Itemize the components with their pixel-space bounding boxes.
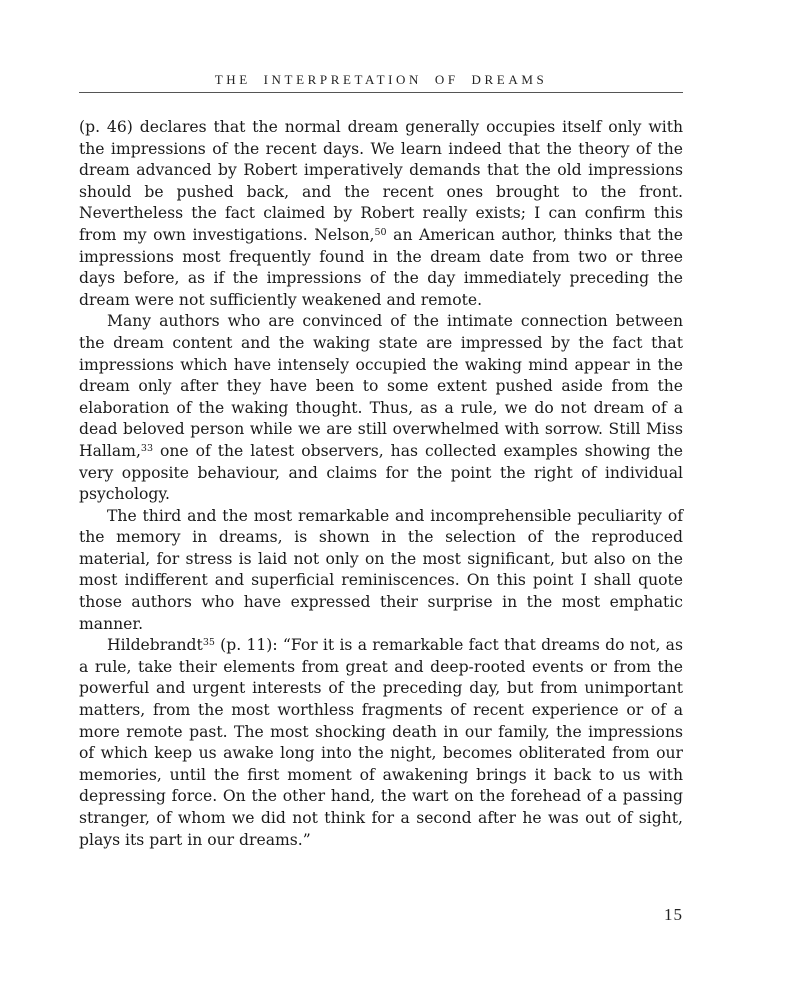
paragraph-1-text-a: (p. 46) declares that the normal dream generally occupies itself only with the impressions of the recent days. We learn indeed that the theory of the dream advanced by Robert imperatively demands that the old impressions should be pushed back, and the recent ones brought to the front. Nevertheless the fact claimed by Robert really exists; I can confirm this from my own investigations. Nelson, [79, 118, 683, 244]
paragraph-2-text-b: one of the latest observers, has collected examples showing the very opposite behaviour, and claims for the point the right of individual psychology. [79, 441, 683, 504]
paragraph-4 [79, 635, 683, 851]
footnote-ref-35: 35 [202, 637, 215, 649]
paragraph-4-text-b: (p. 11): “For it is a remarkable fact that dreams do not, as a rule, take their elements from great and deep-rooted events or from the powerful and urgent interests of the preceding day, but from unimportant matters, from the most worthless fragments of recent experience or of a more remote past. The most shocking death in our family, the impressions of which keep us awake long into the night, becomes obliterated from our memories, until the first moment of awakening brings it back to us with depressing force. On the other hand, the wart on the forehead of a passing stranger, of whom we did not think for a second after he was out of sight, plays its part in our dreams.” [79, 636, 683, 849]
paragraph-4-text-a: Hildebrandt [107, 636, 203, 655]
footnote-ref-50: 50 [374, 226, 387, 238]
body-text [79, 117, 683, 851]
paragraph-1 [79, 117, 683, 311]
paragraph-2-text-a: Many authors who are convinced of the intimate connection between the dream content and the waking state are impressed by the fact that impressions which have intensely occupied the waking mind appear in the dream only after they have been to some extent pushed aside from the elaboration of the waking thought. Thus, as a rule, we do not dream of a dead beloved person while we are still overwhelmed with sorrow. Still Miss Hallam, [79, 312, 683, 460]
paragraph-3: The third and the most remarkable and incomprehensible peculiarity of the memory in dreams, is shown in the selection of the reproduced material, for stress is laid not only on the most significant, but also on the most indifferent and superficial reminiscences. On this point I shall quote those authors who have expressed their surprise in the most emphatic manner. [79, 506, 683, 633]
header-rule [79, 92, 683, 93]
paragraph-2 [79, 311, 683, 505]
paragraph-1-text-b: an American author, thinks that the impressions most frequently found in the dream date from two or three days before, as if the impressions of the day immediately preceding the dream were not sufficiently weakened and remote. [79, 225, 683, 309]
footnote-ref-33: 33 [140, 442, 154, 454]
running-head: THE INTERPRETATION OF DREAMS [214, 72, 548, 87]
page-number: 15 [664, 905, 683, 924]
